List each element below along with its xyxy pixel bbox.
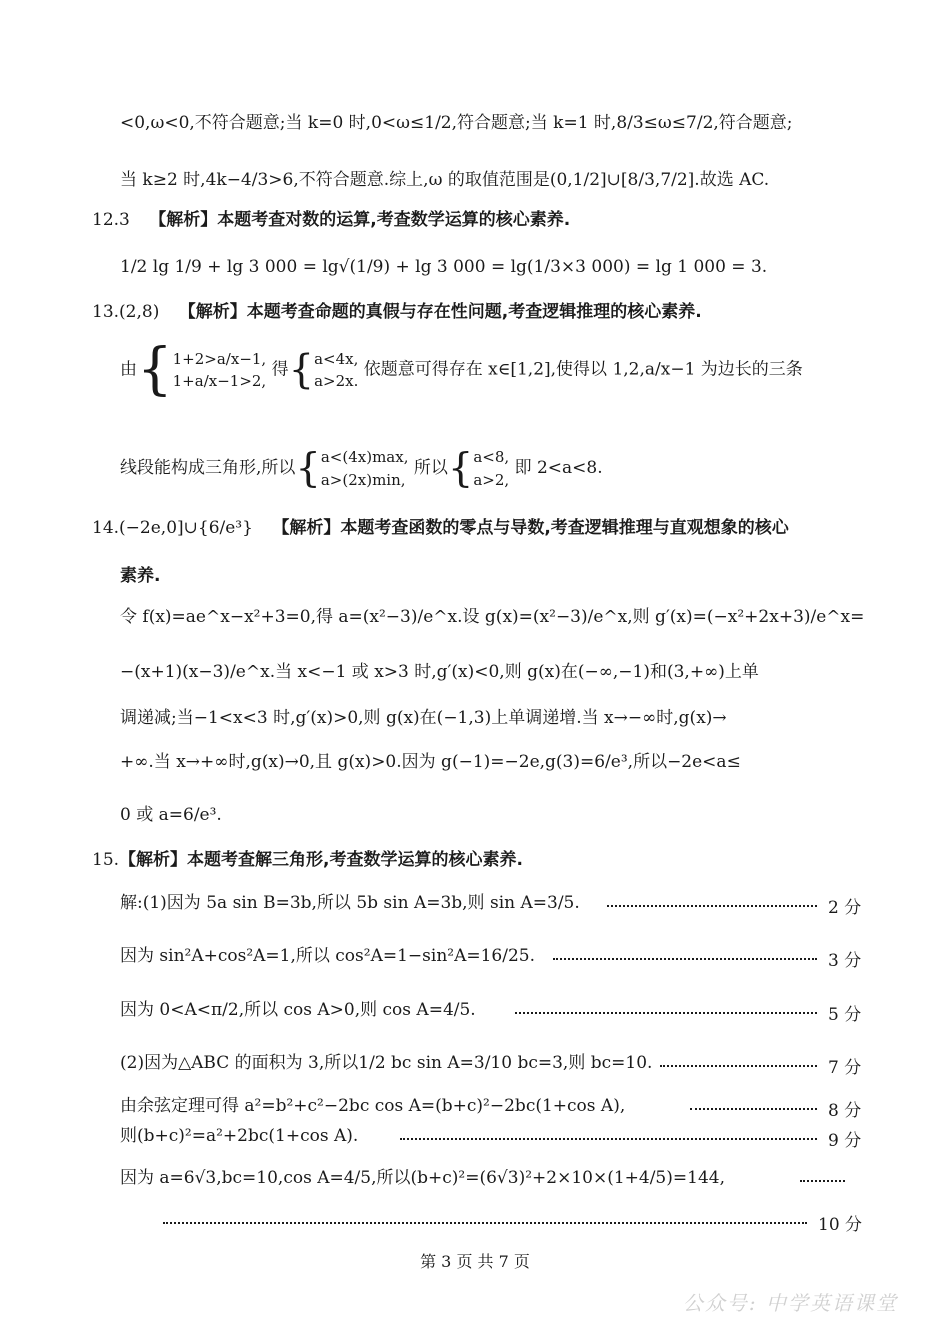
q14-analysis: 【解析】本题考查函数的零点与导数,考查逻辑推理与直观想象的核心 (272, 518, 789, 538)
page-footer: 第 3 页 共 7 页 (420, 1252, 530, 1271)
dot-leader (800, 1180, 845, 1182)
line-2: 当 k≥2 时,4k−4/3>6,不符合题意.综上,ω 的取值范围是(0,1/2]∪[8/3,7/2].故选 AC. (120, 170, 770, 190)
q14-line-4: +∞.当 x→+∞时,g(x)→0,且 g(x)>0.因为 g(−1)=−2e,g(3)=6/e³,所以−2e<a≤ (120, 752, 741, 772)
q14-line-2: −(x+1)(x−3)/e^x.当 x<−1 或 x>3 时,g′(x)<0,则 g(x)在(−∞,−1)和(3,+∞)上单 (120, 662, 759, 682)
q13-analysis: 【解析】本题考查命题的真假与存在性问题,考查逻辑推理的核心素养. (178, 302, 702, 322)
question-13 (92, 302, 702, 322)
score-7: 10 分 (818, 1215, 863, 1235)
q14-line-1: 令 f(x)=ae^x−x²+3=0,得 a=(x²−3)/e^x.设 g(x)=(x²−3)/e^x,则 g′(x)=(−x²+2x+3)/e^x= (120, 607, 865, 627)
question-12 (92, 210, 570, 230)
q14-analysis-cont: 素养. (120, 566, 161, 586)
dot-leader (400, 1138, 817, 1140)
system-1: 1+2>a/x−1, 1+a/x−1>2, (172, 349, 267, 390)
q12-equation: 1/2 lg 1/9 + lg 3 000 = lg√(1/9) + lg 3 000 = lg(1/3×3 000) = lg 1 000 = 3. (120, 257, 768, 277)
q13-a-pre: 由 (120, 359, 137, 380)
system-2: a<4x, a>2x. (314, 349, 359, 390)
left-brace-icon: { (288, 347, 315, 393)
q13-a-post: 依题意可得存在 x∈[1,2],使得以 1,2,a/x−1 为边长的三条 (363, 359, 803, 380)
score-4: 7 分 (828, 1058, 862, 1078)
q13-b-mid: 所以 (413, 458, 448, 478)
dot-leader (163, 1222, 807, 1224)
left-brace-icon: { (295, 445, 321, 492)
q13-b-post: 即 2<a<8. (514, 458, 603, 478)
left-brace-icon: { (447, 445, 474, 492)
q15-analysis: 【解析】本题考查解三角形,考查数学运算的核心素养. (119, 850, 523, 870)
system-4: a<8, a>2, (473, 448, 510, 489)
score-2: 3 分 (828, 951, 862, 971)
q15-number: 15. (92, 850, 120, 870)
score-5: 8 分 (828, 1101, 862, 1121)
step-1: 解:(1)因为 5a sin B=3b,所以 5b sin A=3b,则 sin A=3/5. (120, 893, 580, 913)
q14-line-5: 0 或 a=6/e³. (120, 805, 222, 825)
q14-answer: 14.(−2e,0]∪{6/e³} (92, 518, 253, 538)
dot-leader (515, 1012, 817, 1014)
score-6: 9 分 (828, 1131, 862, 1151)
q13-line-a (120, 337, 803, 402)
step-5: 由余弦定理可得 a²=b²+c²−2bc cos A=(b+c)²−2bc(1+cos A), (120, 1096, 626, 1116)
q13-b-pre: 线段能构成三角形,所以 (120, 458, 296, 478)
step-2: 因为 sin²A+cos²A=1,所以 cos²A=1−sin²A=16/25. (120, 946, 536, 966)
step-6: 则(b+c)²=a²+2bc(1+cos A). (120, 1126, 359, 1146)
system-3: a<(4x)max, a>(2x)min, (320, 448, 409, 489)
q12-answer: 12.3 (92, 210, 130, 230)
dot-leader (607, 905, 817, 907)
step-3: 因为 0<A<π/2,所以 cos A>0,则 cos A=4/5. (120, 1000, 476, 1020)
q12-analysis: 【解析】本题考查对数的运算,考查数学运算的核心素养. (149, 210, 571, 230)
left-brace-icon: { (137, 337, 173, 402)
dot-leader (690, 1108, 817, 1110)
dot-leader (553, 958, 817, 960)
score-1: 2 分 (828, 898, 862, 918)
step-4: (2)因为△ABC 的面积为 3,所以1/2 bc sin A=3/10 bc=3,则 bc=10. (120, 1053, 653, 1073)
q13-answer: 13.(2,8) (92, 302, 160, 322)
watermark: 公众号: 中学英语课堂 (682, 1291, 898, 1315)
dot-leader (660, 1065, 817, 1067)
question-15 (92, 850, 523, 870)
score-3: 5 分 (828, 1005, 862, 1025)
q14-line-3: 调递减;当−1<x<3 时,g′(x)>0,则 g(x)在(−1,3)上单调递增.当 x→−∞时,g(x)→ (120, 708, 727, 728)
question-14 (92, 518, 789, 538)
step-7: 因为 a=6√3,bc=10,cos A=4/5,所以(b+c)²=(6√3)²+2×10×(1+4/5)=144, (120, 1168, 725, 1188)
q13-line-b (120, 446, 603, 491)
q13-a-mid: 得 (271, 359, 289, 380)
line-1: <0,ω<0,不符合题意;当 k=0 时,0<ω≤1/2,符合题意;当 k=1 时,8/3≤ω≤7/2,符合题意; (120, 113, 793, 133)
